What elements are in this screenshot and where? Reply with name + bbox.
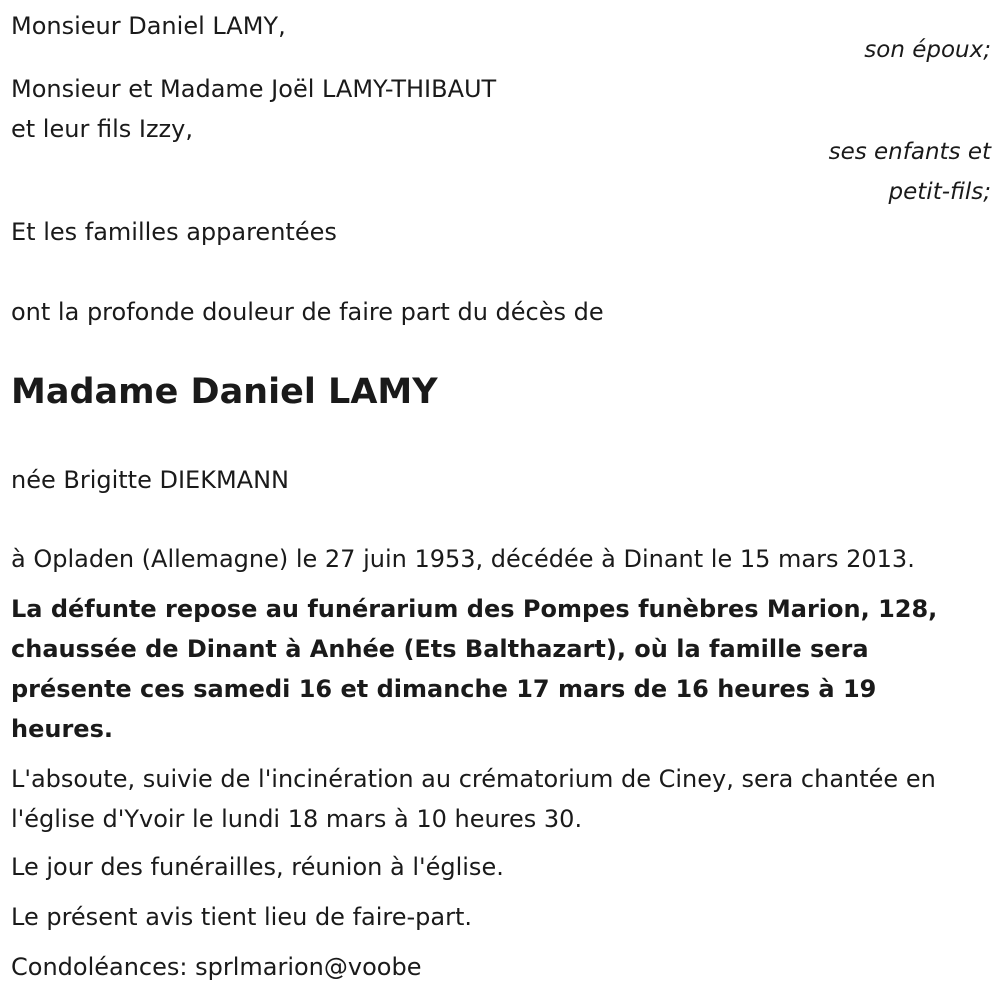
ceremony-details: L'absoute, suivie de l'incinération au crématorium de Ciney, sera chantée en l'église d'Yvoir le lundi 18 mars à 10 heures 30. xyxy=(11,765,936,833)
birth-death-dates: à Opladen (Allemagne) le 27 juin 1953, décédée à Dinant le 15 mars 2013. xyxy=(11,545,915,573)
relatives: Et les familles apparentées xyxy=(11,218,337,246)
meeting-details: Le jour des funérailles, réunion à l'église. xyxy=(11,853,504,881)
husband-name: Monsieur Daniel LAMY, xyxy=(11,12,286,40)
children-line-2: et leur fils Izzy, xyxy=(11,115,193,143)
condolences-contact: Condoléances: sprlmarion@voobe xyxy=(11,953,422,981)
notice-statement: Le présent avis tient lieu de faire-part. xyxy=(11,903,473,931)
deceased-name: Madame Daniel LAMY xyxy=(11,372,438,412)
funerarium-details: La défunte repose au funérarium des Pompes funèbres Marion, 128, chaussée de Dinant à Anhée (Ets Balthazart), où la famille sera présente ces samedi 16 et dimanche 17 mars de 16 heures à 19 heures. xyxy=(11,595,938,743)
husband-relation: son époux; xyxy=(864,37,991,63)
children-relation-line-2: petit-fils; xyxy=(888,179,991,205)
children-line-1: Monsieur et Madame Joël LAMY-THIBAUT xyxy=(11,75,497,103)
announcement: ont la profonde douleur de faire part du décès de xyxy=(11,298,604,326)
birth-name: née Brigitte DIEKMANN xyxy=(11,466,289,494)
children-relation-line-1: ses enfants et xyxy=(828,139,991,165)
